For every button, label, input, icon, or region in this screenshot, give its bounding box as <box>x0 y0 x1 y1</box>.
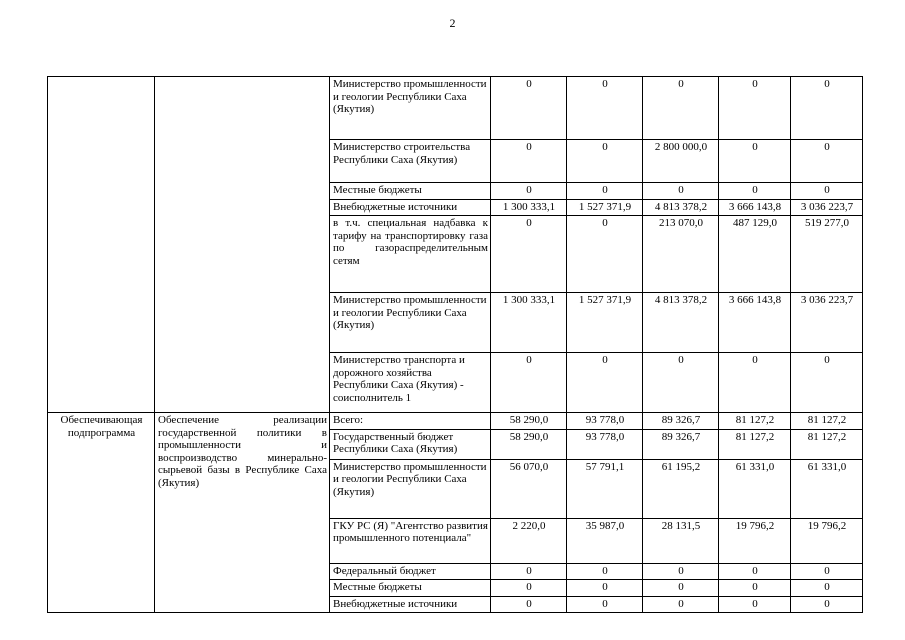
value-cell: 0 <box>567 216 643 293</box>
value-cell: 28 131,5 <box>643 518 719 563</box>
value-cell: 519 277,0 <box>791 216 863 293</box>
value-cell: 3 666 143,8 <box>719 293 791 353</box>
value-cell: 19 796,2 <box>791 518 863 563</box>
value-cell: 0 <box>491 563 567 580</box>
funding-source-cell: Всего: <box>330 413 491 430</box>
value-cell: 93 778,0 <box>567 429 643 459</box>
budget-table <box>47 76 863 613</box>
value-cell: 58 290,0 <box>491 429 567 459</box>
value-cell: 1 300 333,1 <box>491 293 567 353</box>
value-cell: 0 <box>719 183 791 200</box>
funding-source-cell: Государственный бюджет Республики Саха (Якутия) <box>330 429 491 459</box>
value-cell: 0 <box>491 140 567 183</box>
value-cell: 0 <box>643 77 719 140</box>
value-cell: 0 <box>567 580 643 597</box>
value-cell: 3 036 223,7 <box>791 199 863 216</box>
value-cell: 0 <box>719 353 791 413</box>
value-cell: 61 331,0 <box>791 459 863 518</box>
program-cell-empty <box>48 77 155 413</box>
value-cell: 0 <box>567 596 643 613</box>
value-cell: 81 127,2 <box>719 413 791 430</box>
value-cell: 81 127,2 <box>791 429 863 459</box>
goal-cell-empty <box>155 77 330 413</box>
value-cell: 2 220,0 <box>491 518 567 563</box>
funding-source-cell: ГКУ РС (Я) "Агентство развития промышленного потенциала" <box>330 518 491 563</box>
value-cell: 61 195,2 <box>643 459 719 518</box>
table-row <box>48 77 863 140</box>
value-cell: 0 <box>791 596 863 613</box>
value-cell: 2 800 000,0 <box>643 140 719 183</box>
value-cell: 1 527 371,9 <box>567 293 643 353</box>
value-cell: 61 331,0 <box>719 459 791 518</box>
value-cell: 0 <box>791 563 863 580</box>
value-cell: 0 <box>491 596 567 613</box>
value-cell: 0 <box>719 563 791 580</box>
value-cell: 0 <box>567 563 643 580</box>
value-cell: 0 <box>791 140 863 183</box>
value-cell: 0 <box>643 580 719 597</box>
value-cell: 57 791,1 <box>567 459 643 518</box>
value-cell: 89 326,7 <box>643 413 719 430</box>
value-cell: 0 <box>791 183 863 200</box>
page-number: 2 <box>449 16 456 30</box>
subprogram-goal-cell: Обеспечение реализации государственной политики в промышленности и воспроизводство минерально-сырьевой базы в Республике Саха (Якутия) <box>155 413 330 613</box>
funding-source-cell: Министерство строительства Республики Саха (Якутия) <box>330 140 491 183</box>
value-cell: 0 <box>719 596 791 613</box>
value-cell: 0 <box>491 580 567 597</box>
funding-source-cell: Федеральный бюджет <box>330 563 491 580</box>
value-cell: 4 813 378,2 <box>643 293 719 353</box>
value-cell: 0 <box>791 77 863 140</box>
funding-source-cell: Министерство промышленности и геологии Республики Саха (Якутия) <box>330 77 491 140</box>
value-cell: 3 036 223,7 <box>791 293 863 353</box>
value-cell: 0 <box>643 563 719 580</box>
value-cell: 0 <box>567 353 643 413</box>
value-cell: 487 129,0 <box>719 216 791 293</box>
funding-source-cell: Министерство промышленности и геологии Республики Саха (Якутия) <box>330 459 491 518</box>
funding-source-cell: Внебюджетные источники <box>330 596 491 613</box>
value-cell: 58 290,0 <box>491 413 567 430</box>
value-cell: 0 <box>719 580 791 597</box>
value-cell: 0 <box>491 216 567 293</box>
value-cell: 1 300 333,1 <box>491 199 567 216</box>
value-cell: 0 <box>791 353 863 413</box>
funding-source-cell: в т.ч. специальная надбавка к тарифу на транспортировку газа по газораспределительным сетям <box>330 216 491 293</box>
value-cell: 0 <box>719 140 791 183</box>
funding-source-cell: Местные бюджеты <box>330 183 491 200</box>
value-cell: 0 <box>567 140 643 183</box>
value-cell: 56 070,0 <box>491 459 567 518</box>
value-cell: 0 <box>643 596 719 613</box>
value-cell: 19 796,2 <box>719 518 791 563</box>
table-row <box>48 413 863 430</box>
value-cell: 0 <box>491 353 567 413</box>
value-cell: 0 <box>791 580 863 597</box>
value-cell: 0 <box>719 77 791 140</box>
value-cell: 89 326,7 <box>643 429 719 459</box>
value-cell: 0 <box>643 183 719 200</box>
value-cell: 1 527 371,9 <box>567 199 643 216</box>
funding-source-cell: Министерство промышленности и геологии Республики Саха (Якутия) <box>330 293 491 353</box>
value-cell: 0 <box>567 77 643 140</box>
value-cell: 81 127,2 <box>719 429 791 459</box>
value-cell: 0 <box>567 183 643 200</box>
subprogram-name-cell: Обеспечивающая подпрограмма <box>48 413 155 613</box>
funding-source-cell: Внебюджетные источники <box>330 199 491 216</box>
value-cell: 0 <box>491 183 567 200</box>
value-cell: 0 <box>491 77 567 140</box>
value-cell: 35 987,0 <box>567 518 643 563</box>
value-cell: 213 070,0 <box>643 216 719 293</box>
funding-source-cell: Местные бюджеты <box>330 580 491 597</box>
value-cell: 0 <box>643 353 719 413</box>
funding-source-cell: Министерство транспорта и дорожного хозяйства Республики Саха (Якутия) - соисполнитель 1 <box>330 353 491 413</box>
value-cell: 81 127,2 <box>791 413 863 430</box>
value-cell: 93 778,0 <box>567 413 643 430</box>
value-cell: 4 813 378,2 <box>643 199 719 216</box>
value-cell: 3 666 143,8 <box>719 199 791 216</box>
